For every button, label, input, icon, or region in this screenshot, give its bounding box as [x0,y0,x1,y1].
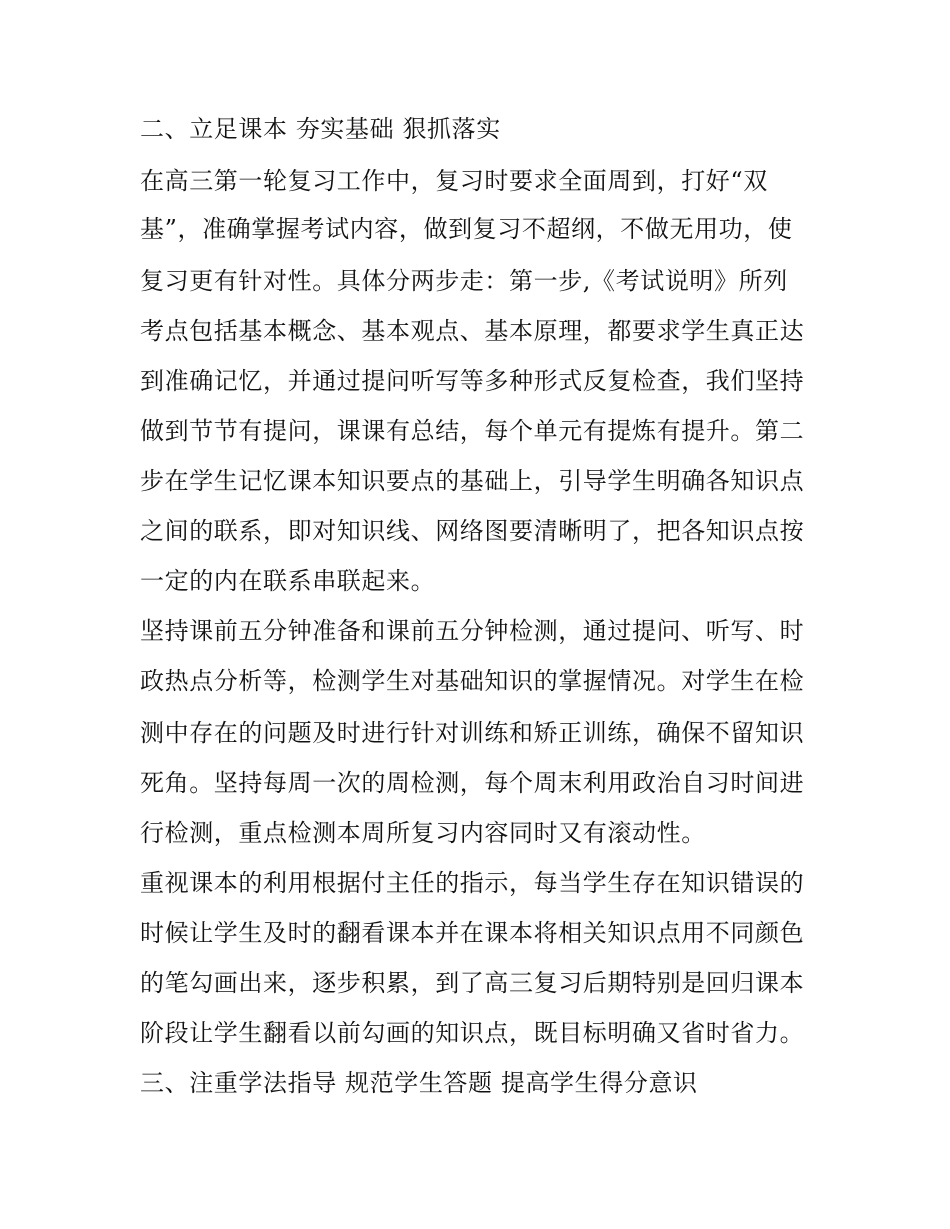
paragraph-line: 在高三第一轮复习工作中，复习时要求全面周到，打好“双 [140,167,768,195]
paragraph-line: 复习更有针对性。具体分两步走：第一步,《考试说明》所列 [140,267,788,295]
paragraph-line: 坚持课前五分钟准备和课前五分钟检测，通过提问、听写、时 [140,617,805,645]
paragraph-line: 考点包括基本概念、基本观点、基本原理，都要求学生真正达 [140,317,805,345]
paragraph-line: 政热点分析等，检测学生对基础知识的掌握情况。对学生在检 [140,667,805,695]
paragraph-line: 重视课本的利用根据付主任的指示，每当学生存在知识错误的 [140,869,805,897]
paragraph-line: 之间的联系，即对知识线、网络图要清晰明了，把各知识点按 [140,517,805,545]
paragraph-line: 时候让学生及时的翻看课本并在课本将相关知识点用不同颜色 [140,919,805,947]
paragraph-line: 阶段让学生翻看以前勾画的知识点，既目标明确又省时省力。 [140,1019,805,1047]
paragraph-line: 的笔勾画出来，逐步积累，到了高三复习后期特别是回归课本 [140,969,805,997]
paragraph-line: 步在学生记忆课本知识要点的基础上，引导学生明确各知识点 [140,467,805,495]
paragraph-line: 一定的内在联系串联起来。 [140,567,436,595]
paragraph-line: 基”，准确掌握考试内容，做到复习不超纲，不做无用功，使 [140,215,793,243]
paragraph-line: 行检测，重点检测本周所复习内容同时又有滚动性。 [140,819,706,847]
paragraph-line: 死角。坚持每周一次的周检测，每个周末利用政治自习时间进 [140,769,805,797]
section-heading-3: 三、注重学法指导 规范学生答题 提高学生得分意识 [140,1069,698,1097]
section-heading-2: 二、立足课本 夯实基础 狠抓落实 [140,115,501,143]
paragraph-line: 做到节节有提问，课课有总结，每个单元有提炼有提升。第二 [140,417,805,445]
paragraph-line: 到准确记忆，并通过提问听写等多种形式反复检查，我们坚持 [140,367,805,395]
paragraph-line: 测中存在的问题及时进行针对训练和矫正训练，确保不留知识 [140,719,805,747]
